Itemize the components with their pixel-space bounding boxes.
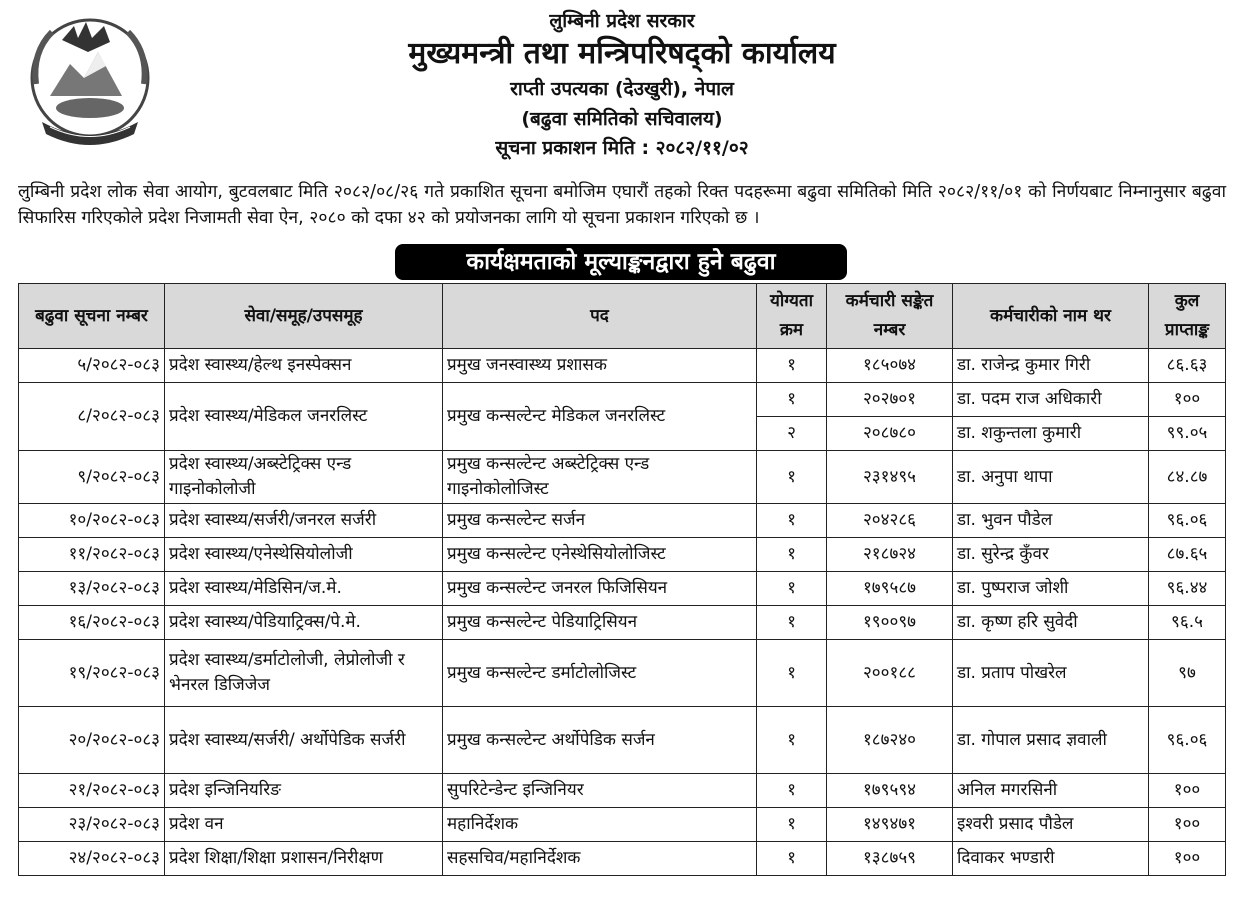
cell-code: २०४२८६ bbox=[827, 504, 953, 538]
cell-total: ८७.६५ bbox=[1149, 538, 1226, 572]
cell-rank: १ bbox=[757, 842, 827, 876]
cell-service: प्रदेश वन bbox=[165, 808, 443, 842]
office-name: मुख्यमन्त्री तथा मन्त्रिपरिषद्को कार्यालय bbox=[408, 36, 836, 71]
cell-service: प्रदेश शिक्षा/शिक्षा प्रशासन/निरीक्षण bbox=[165, 842, 443, 876]
cell-code: १७९५९४ bbox=[827, 774, 953, 808]
publication-date: सूचना प्रकाशन मिति : २०८२/११/०२ bbox=[495, 137, 749, 159]
cell-name: डा. शकुन्तला कुमारी bbox=[953, 417, 1149, 451]
cell-name: डा. अनुपा थापा bbox=[953, 451, 1149, 504]
table-row bbox=[19, 504, 1226, 538]
cell-code: १८७२४० bbox=[827, 707, 953, 774]
cell-rank: १ bbox=[757, 349, 827, 383]
cell-name: डा. पदम राज अधिकारी bbox=[953, 383, 1149, 417]
cell-total: १०० bbox=[1149, 842, 1226, 876]
table-row bbox=[19, 606, 1226, 640]
table-row bbox=[19, 774, 1226, 808]
province-government-name: लुम्बिनी प्रदेश सरकार bbox=[549, 10, 695, 32]
cell-notice-no: ५/२०८२-०८३ bbox=[19, 349, 165, 383]
cell-service: प्रदेश स्वास्थ्य/पेडियाट्रिक्स/पे.मे. bbox=[165, 606, 443, 640]
cell-post: प्रमुख कन्सल्टेन्ट डर्माटोलोजिस्ट bbox=[443, 640, 757, 707]
secretariat-name: (बढुवा समितिको सचिवालय) bbox=[521, 108, 723, 130]
cell-notice-no: १३/२०८२-०८३ bbox=[19, 572, 165, 606]
cell-code: १९००९७ bbox=[827, 606, 953, 640]
table-header-row bbox=[19, 284, 1226, 349]
cell-service: प्रदेश स्वास्थ्य/सर्जरी/ अर्थोपेडिक सर्जरी bbox=[165, 707, 443, 774]
cell-post: प्रमुख कन्सल्टेन्ट अर्थोपेडिक सर्जन bbox=[443, 707, 757, 774]
cell-service: प्रदेश स्वास्थ्य/मेडिसिन/ज.मे. bbox=[165, 572, 443, 606]
header-notice-no: बढुवा सूचना नम्बर bbox=[19, 284, 165, 349]
table-row bbox=[19, 572, 1226, 606]
cell-code: २३१४९५ bbox=[827, 451, 953, 504]
cell-code: १४९४७१ bbox=[827, 808, 953, 842]
cell-service: प्रदेश स्वास्थ्य/एनेस्थेसियोलोजी bbox=[165, 538, 443, 572]
cell-total: १०० bbox=[1149, 774, 1226, 808]
cell-service: प्रदेश स्वास्थ्य/हेल्थ इनस्पेक्सन bbox=[165, 349, 443, 383]
cell-total: ९६.४४ bbox=[1149, 572, 1226, 606]
cell-post: प्रमुख कन्सल्टेन्ट जनरल फिजिसियन bbox=[443, 572, 757, 606]
cell-total: ८४.८७ bbox=[1149, 451, 1226, 504]
cell-rank: १ bbox=[757, 808, 827, 842]
cell-rank: १ bbox=[757, 640, 827, 707]
header-rank: योग्यता क्रम bbox=[757, 284, 827, 349]
cell-notice-no: १०/२०८२-०८३ bbox=[19, 504, 165, 538]
cell-total: १०० bbox=[1149, 383, 1226, 417]
cell-notice-no: ११/२०८२-०८३ bbox=[19, 538, 165, 572]
cell-rank: १ bbox=[757, 538, 827, 572]
cell-code: २१८७२४ bbox=[827, 538, 953, 572]
table-row bbox=[19, 383, 1226, 417]
cell-post: प्रमुख जनस्वास्थ्य प्रशासक bbox=[443, 349, 757, 383]
cell-rank: २ bbox=[757, 417, 827, 451]
cell-service: प्रदेश स्वास्थ्य/डर्माटोलोजी, लेप्रोलोजी र भेनरल डिजिजेज bbox=[165, 640, 443, 707]
cell-code: १७९५८७ bbox=[827, 572, 953, 606]
cell-notice-no: २१/२०८२-०८३ bbox=[19, 774, 165, 808]
cell-service: प्रदेश स्वास्थ्य/अब्स्टेट्रिक्स एन्ड गाइनोकोलोजी bbox=[165, 451, 443, 504]
cell-total: ९९.०५ bbox=[1149, 417, 1226, 451]
cell-total: ९७ bbox=[1149, 640, 1226, 707]
cell-name: डा. कृष्ण हरि सुवेदी bbox=[953, 606, 1149, 640]
cell-notice-no: ९/२०८२-०८३ bbox=[19, 451, 165, 504]
cell-name: डा. पुष्पराज जोशी bbox=[953, 572, 1149, 606]
header-service: सेवा/समूह/उपसमूह bbox=[165, 284, 443, 349]
header-post: पद bbox=[443, 284, 757, 349]
cell-post: प्रमुख कन्सल्टेन्ट पेडियाट्रिसियन bbox=[443, 606, 757, 640]
cell-name: दिवाकर भण्डारी bbox=[953, 842, 1149, 876]
cell-rank: १ bbox=[757, 383, 827, 417]
cell-service: प्रदेश स्वास्थ्य/मेडिकल जनरलिस्ट bbox=[165, 383, 443, 451]
letterhead bbox=[0, 8, 1244, 162]
cell-code: २०२७०१ bbox=[827, 383, 953, 417]
section-banner: कार्यक्षमताको मूल्याङ्कनद्वारा हुने बढुवा bbox=[395, 244, 847, 280]
office-address: राप्ती उपत्यका (देउखुरी), नेपाल bbox=[510, 78, 734, 100]
cell-post: सुपरिटेन्डेन्ट इन्जिनियर bbox=[443, 774, 757, 808]
notice-intro: लुम्बिनी प्रदेश लोक सेवा आयोग, बुटवलबाट मिति २०८२/०८/२६ गते प्रकाशित सूचना बमोजिम एघारौं तहको रिक्त पदहरूमा बढुवा समितिको मिति २०८२/११/०१ को निर्णयबाट निम्नानुसार बढुवा सिफारिस गरिएकोले प्रदेश निजामती सेवा ऐन, २०८० को दफा ४२ को प्रयोजनका लागि यो सूचना प्रकाशन गरिएको छ । bbox=[18, 182, 1226, 228]
cell-total: ९६.५ bbox=[1149, 606, 1226, 640]
cell-post: सहसचिव/महानिर्देशक bbox=[443, 842, 757, 876]
promotion-table bbox=[18, 283, 1226, 876]
cell-service: प्रदेश इन्जिनियरिङ bbox=[165, 774, 443, 808]
cell-name: डा. भुवन पौडेल bbox=[953, 504, 1149, 538]
table-row bbox=[19, 707, 1226, 774]
cell-notice-no: २०/२०८२-०८३ bbox=[19, 707, 165, 774]
cell-post: प्रमुख कन्सल्टेन्ट सर्जन bbox=[443, 504, 757, 538]
cell-notice-no: २३/२०८२-०८३ bbox=[19, 808, 165, 842]
cell-name: अनिल मगरसिनी bbox=[953, 774, 1149, 808]
cell-rank: १ bbox=[757, 451, 827, 504]
cell-notice-no: १९/२०८२-०८३ bbox=[19, 640, 165, 707]
cell-name: इश्वरी प्रसाद पौडेल bbox=[953, 808, 1149, 842]
cell-rank: १ bbox=[757, 504, 827, 538]
cell-service: प्रदेश स्वास्थ्य/सर्जरी/जनरल सर्जरी bbox=[165, 504, 443, 538]
cell-notice-no: ८/२०८२-०८३ bbox=[19, 383, 165, 451]
cell-post: प्रमुख कन्सल्टेन्ट मेडिकल जनरलिस्ट bbox=[443, 383, 757, 451]
cell-code: १३८७५९ bbox=[827, 842, 953, 876]
table-row bbox=[19, 640, 1226, 707]
cell-name: डा. राजेन्द्र कुमार गिरी bbox=[953, 349, 1149, 383]
table-row bbox=[19, 451, 1226, 504]
cell-code: १८५०७४ bbox=[827, 349, 953, 383]
header-name: कर्मचारीको नाम थर bbox=[953, 284, 1149, 349]
header-total: कुल प्राप्ताङ्क bbox=[1149, 284, 1226, 349]
cell-rank: १ bbox=[757, 606, 827, 640]
cell-rank: १ bbox=[757, 774, 827, 808]
table-row bbox=[19, 349, 1226, 383]
cell-total: ९६.०६ bbox=[1149, 504, 1226, 538]
cell-rank: १ bbox=[757, 707, 827, 774]
cell-total: १०० bbox=[1149, 808, 1226, 842]
table-row bbox=[19, 538, 1226, 572]
table-row bbox=[19, 842, 1226, 876]
cell-total: ८६.६३ bbox=[1149, 349, 1226, 383]
cell-code: २०८७८० bbox=[827, 417, 953, 451]
cell-total: ९६.०६ bbox=[1149, 707, 1226, 774]
cell-post: प्रमुख कन्सल्टेन्ट एनेस्थेसियोलोजिस्ट bbox=[443, 538, 757, 572]
cell-name: डा. प्रताप पोखरेल bbox=[953, 640, 1149, 707]
cell-post: प्रमुख कन्सल्टेन्ट अब्स्टेट्रिक्स एन्ड गाइनोकोलोजिस्ट bbox=[443, 451, 757, 504]
cell-name: डा. सुरेन्द्र कुँवर bbox=[953, 538, 1149, 572]
cell-code: २००१८८ bbox=[827, 640, 953, 707]
cell-post: महानिर्देशक bbox=[443, 808, 757, 842]
cell-name: डा. गोपाल प्रसाद ज्ञवाली bbox=[953, 707, 1149, 774]
cell-rank: १ bbox=[757, 572, 827, 606]
table-row bbox=[19, 808, 1226, 842]
header-code: कर्मचारी सङ्केत नम्बर bbox=[827, 284, 953, 349]
cell-notice-no: २४/२०८२-०८३ bbox=[19, 842, 165, 876]
cell-notice-no: १६/२०८२-०८३ bbox=[19, 606, 165, 640]
